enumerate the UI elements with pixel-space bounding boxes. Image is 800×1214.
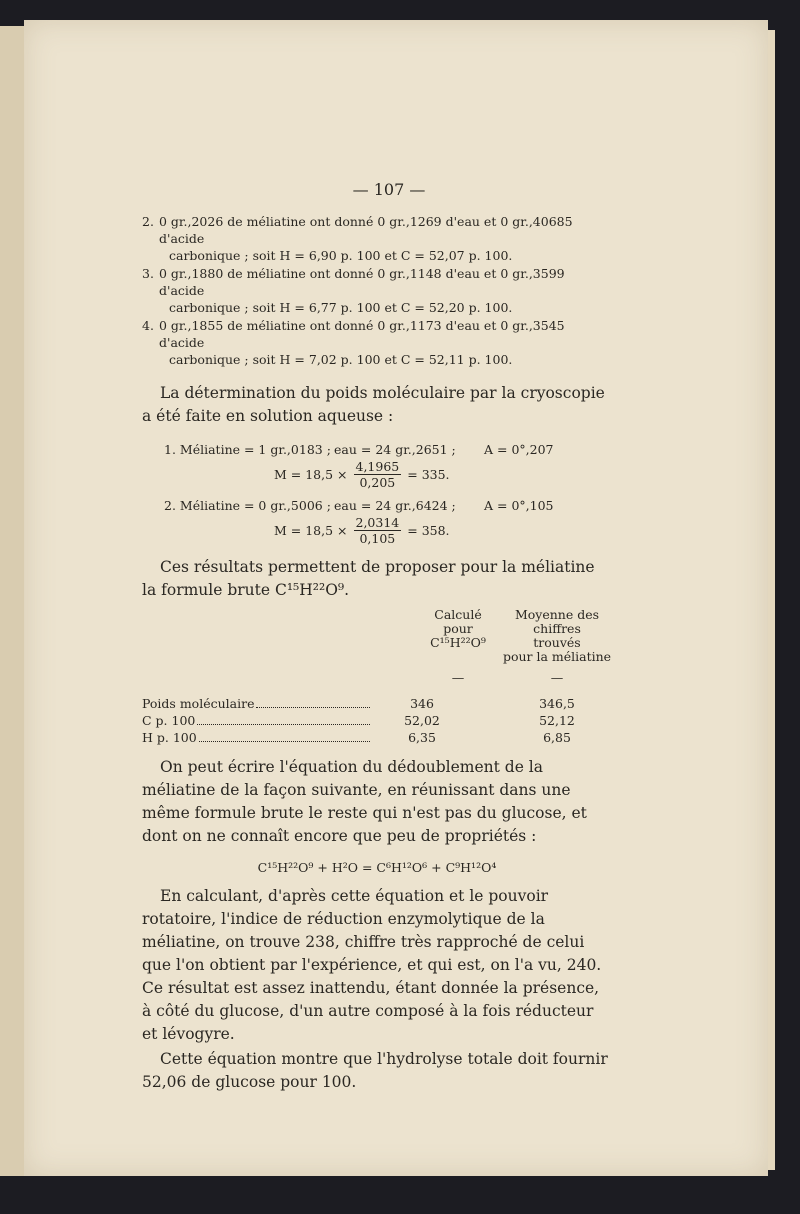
- fraction: [354, 459, 402, 490]
- value-calculated: 6,35: [408, 730, 436, 745]
- cryo-formula: [274, 515, 612, 546]
- cryo-label: 1. Méliatine = 1 gr.,0183 ;: [164, 442, 331, 457]
- formula-result: = 358.: [407, 523, 450, 538]
- cryo-delta: A = 0°,207: [484, 442, 554, 457]
- analysis-item: [142, 265, 612, 316]
- formula-prefix: M = 18,5 ×: [274, 523, 348, 538]
- column-header-average: Moyenne des chiffres trouvés pour la méliatine: [502, 607, 612, 664]
- row-label: Poids moléculaire: [142, 696, 255, 711]
- dash: —: [451, 670, 465, 685]
- analysis-line: 0 gr.,1855 de méliatine ont donné 0 gr.,1173 d'eau et 0 gr.,3545 d'acide: [159, 318, 565, 350]
- paragraph-cryoscopy: La détermination du poids moléculaire par la cryoscopie a été faite en solution aqueuse :: [142, 384, 605, 425]
- analysis-line: carbonique ; soit H = 6,77 p. 100 et C = 52,20 p. 100.: [169, 300, 513, 315]
- cryo-eau: eau = 24 gr.,2651 ;: [334, 442, 456, 457]
- fraction-denominator: 0,105: [359, 531, 396, 546]
- analysis-item: [142, 317, 612, 368]
- column-header-calculated: Calculé pour C¹⁵H²²O⁹: [430, 607, 486, 650]
- paragraph-calculation: En calculant, d'après cette équation et le pouvoir rotatoire, l'indice de réduction enzymolytique de la méliatine, on trouve 238, chiffre très rapproché de celui que l'on obtient par l'expérience, et qui est, on l'a vu, 240. Ce résultat est assez inattendu, étant donnée la présence, à côté du glucose, d'un autre composé à la fois réducteur et lévogyre.: [142, 887, 602, 1043]
- cryoscopy-block: [164, 442, 612, 546]
- analysis-number: 4.: [142, 318, 154, 333]
- value-average: 346,5: [539, 696, 575, 711]
- cryo-delta: A = 0°,105: [484, 498, 554, 513]
- fraction: [354, 515, 402, 546]
- row-label: C p. 100: [142, 713, 196, 728]
- analysis-line: 0 gr.,1880 de méliatine ont donné 0 gr.,1148 d'eau et 0 gr.,3599 d'acide: [159, 266, 565, 298]
- chemical-equation: C¹⁵H²²O⁹ + H²O = C⁶H¹²O⁶ + C⁹H¹²O⁴: [257, 860, 497, 875]
- table-row: [142, 695, 612, 712]
- fraction-denominator: 0,205: [359, 475, 396, 490]
- left-page-edge: [0, 26, 27, 1176]
- analysis-number: 2.: [142, 214, 154, 229]
- analysis-line: carbonique ; soit H = 7,02 p. 100 et C = 52,11 p. 100.: [169, 352, 513, 367]
- cryo-eau: eau = 24 gr.,6424 ;: [334, 498, 456, 513]
- leader-dots: [256, 695, 370, 708]
- table-row: [142, 712, 612, 729]
- formula-prefix: M = 18,5 ×: [274, 467, 348, 482]
- cryo-formula: [274, 459, 612, 490]
- dash: —: [550, 670, 564, 685]
- paragraph-results: Ces résultats permettent de proposer pour la méliatine la formule brute C¹⁵H²²O⁹.: [142, 558, 595, 599]
- analyses-list: [142, 213, 612, 368]
- table-row: [142, 729, 612, 746]
- value-calculated: 52,02: [404, 713, 440, 728]
- formula-result: = 335.: [407, 467, 450, 482]
- value-average: 52,12: [539, 713, 575, 728]
- comparison-table: [142, 608, 612, 746]
- analysis-line: carbonique ; soit H = 6,90 p. 100 et C = 52,07 p. 100.: [169, 248, 513, 263]
- fraction-numerator: 2,0314: [355, 515, 400, 530]
- page-content: [142, 180, 612, 1094]
- page-number: — 107 —: [352, 180, 426, 199]
- analysis-number: 3.: [142, 266, 154, 281]
- fraction-numerator: 4,1965: [355, 459, 400, 474]
- paragraph-equation-intro: On peut écrire l'équation du dédoublement de la méliatine de la façon suivante, en réunissant dans une même formule brute le reste qui n'est pas du glucose, et dont on ne connaît encore que peu de propriétés :: [142, 758, 587, 845]
- value-calculated: 346: [410, 696, 434, 711]
- cryo-label: 2. Méliatine = 0 gr.,5006 ;: [164, 498, 331, 513]
- analysis-line: 0 gr.,2026 de méliatine ont donné 0 gr.,1269 d'eau et 0 gr.,40685 d'acide: [159, 214, 573, 246]
- cryoscopy-measure: [164, 498, 612, 513]
- analysis-item: [142, 213, 612, 264]
- book-page: [24, 20, 768, 1176]
- cryoscopy-measure: [164, 442, 612, 457]
- value-average: 6,85: [543, 730, 571, 745]
- table-dashes: [142, 670, 612, 685]
- row-label: H p. 100: [142, 730, 197, 745]
- leader-dots: [197, 712, 370, 725]
- leader-dots: [199, 729, 370, 742]
- table-header: [142, 608, 612, 664]
- paragraph-final: Cette équation montre que l'hydrolyse totale doit fournir 52,06 de glucose pour 100.: [142, 1050, 608, 1091]
